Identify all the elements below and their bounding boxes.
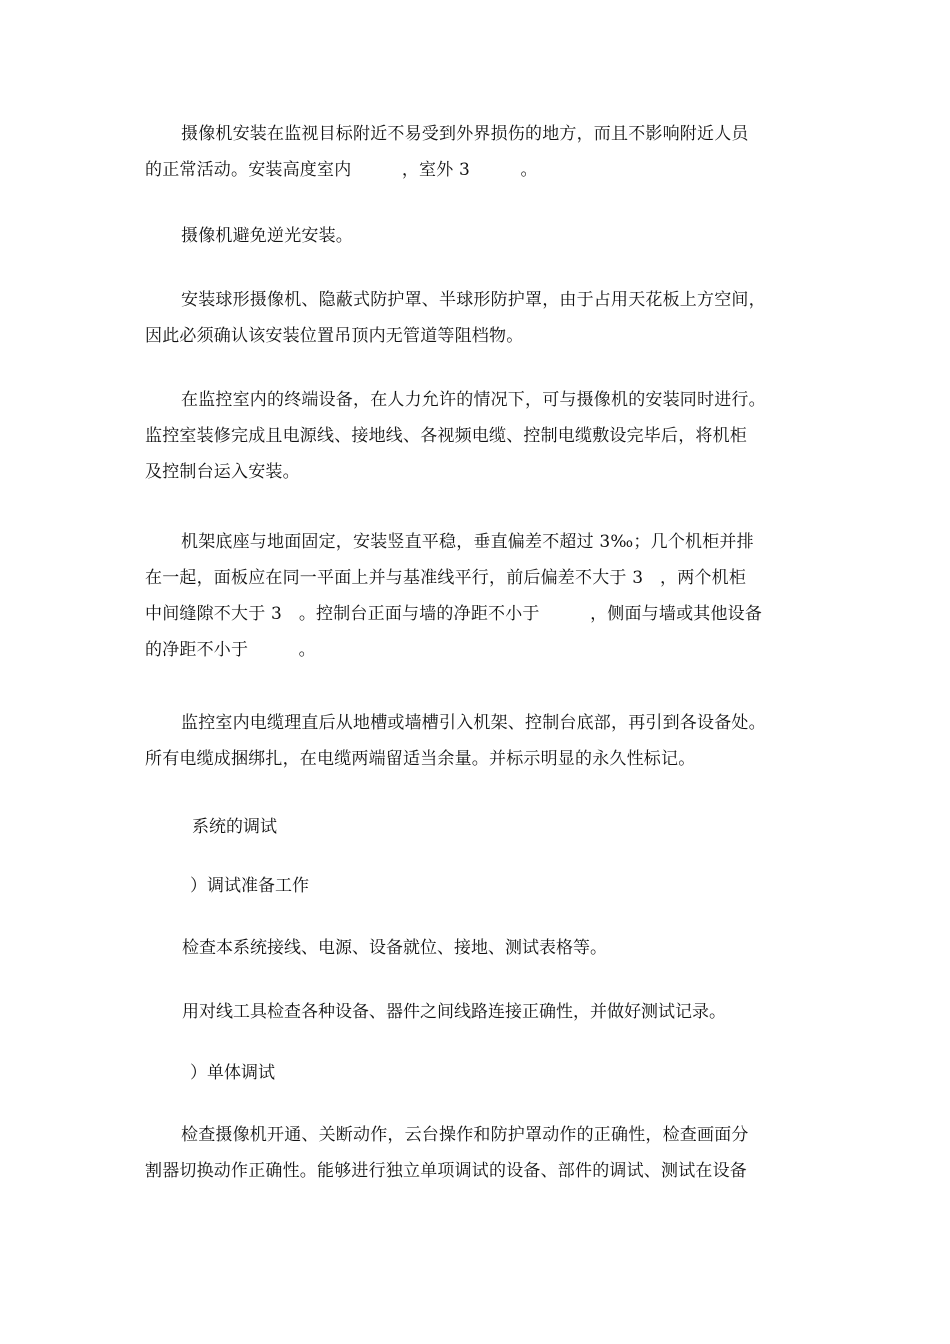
text-line: 因此必须确认该安装位置吊顶内无管道等阻档物。 (145, 326, 524, 346)
paragraph-dome-camera (145, 282, 810, 354)
text-line: 在一起，面板应在同一平面上并与基准线平行，前后偏差不大于 3 ，两个机柜 (145, 568, 747, 588)
text-line: 摄像机安装在监视目标附近不易受到外界损伤的地方，而且不影响附近人员 (181, 124, 749, 144)
text-line: 割器切换动作正确性。能够进行独立单项调试的设备、部件的调试、测试在设备 (145, 1161, 747, 1181)
paragraph-unit-test (145, 1117, 810, 1189)
paragraph-terminal-equipment (145, 382, 810, 490)
text-line: 安装球形摄像机、隐蔽式防护罩、半球形防护罩，由于占用天花板上方空间， (181, 290, 766, 310)
text-line: 监控室内电缆理直后从地槽或墙槽引入机架、控制台底部，再引到各设备处。 (181, 713, 766, 733)
section-heading: 系统的调试 (192, 817, 277, 837)
text-line: 中间缝隙不大于 3 。控制台正面与墙的净距不小于 ，侧面与墙或其他设备 (145, 604, 763, 624)
text-line: 及控制台运入安装。 (145, 462, 300, 482)
text-line: 的正常活动。安装高度室内 ，室外 3 。 (145, 160, 538, 180)
text-line: 所有电缆成捆绑扎，在电缆两端留适当余量。并标示明显的永久性标记。 (145, 749, 696, 769)
text-line: 的净距不小于 。 (145, 640, 316, 660)
subsection-title-preparation: ）调试准备工作 (190, 876, 309, 896)
list-item: 用对线工具检查各种设备、器件之间线路连接正确性，并做好测试记录。 (182, 1002, 726, 1022)
subsection-title-unit-test: ）单体调试 (190, 1063, 275, 1083)
text-line: 机架底座与地面固定，安装竖直平稳，垂直偏差不超过 3‰；几个机柜并排 (181, 532, 754, 552)
text-line: 摄像机避免逆光安装。 (181, 226, 353, 246)
paragraph-backlight (145, 218, 810, 254)
paragraph-camera-placement (145, 116, 810, 188)
paragraph-cable-routing (145, 705, 810, 777)
text-line: 监控室装修完成且电源线、接地线、各视频电缆、控制电缆敷设完毕后，将机柜 (145, 426, 747, 446)
text-line: 在监控室内的终端设备，在人力允许的情况下，可与摄像机的安装同时进行。 (181, 390, 766, 410)
paragraph-rack-installation (145, 524, 810, 668)
list-item: 检查本系统接线、电源、设备就位、接地、测试表格等。 (182, 938, 607, 958)
text-line: 检查摄像机开通、关断动作，云台操作和防护罩动作的正确性，检查画面分 (181, 1125, 749, 1145)
